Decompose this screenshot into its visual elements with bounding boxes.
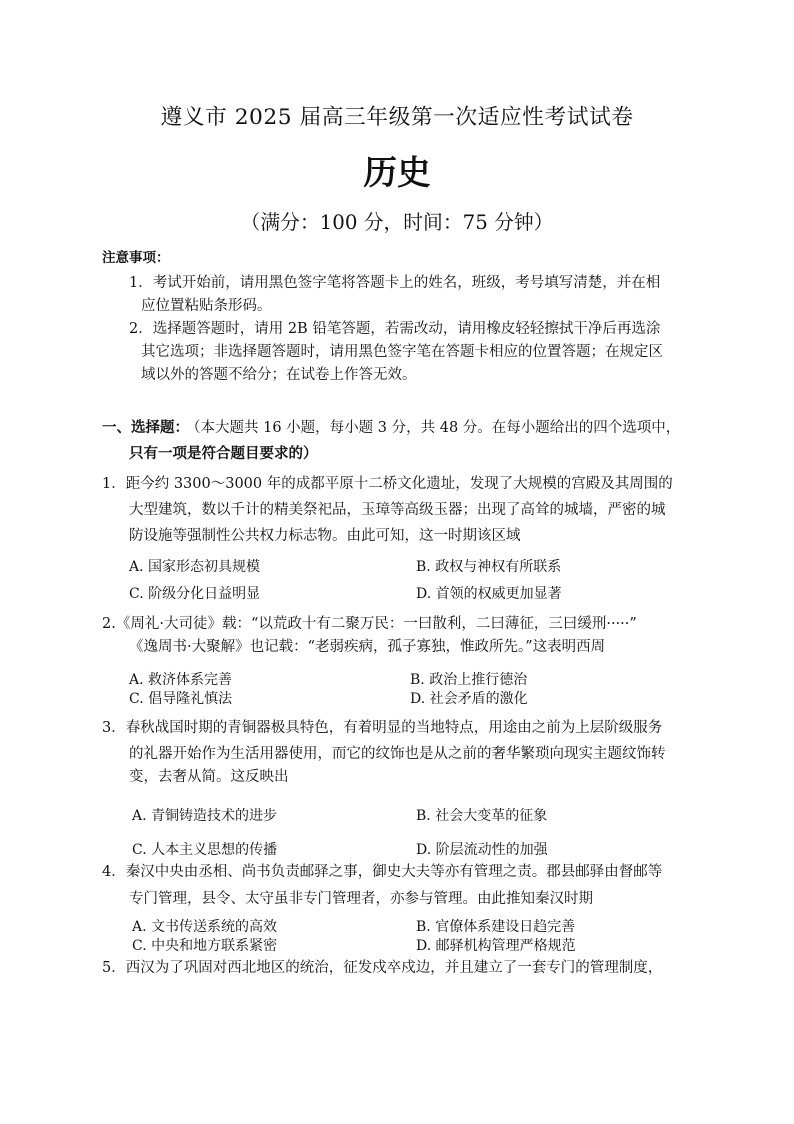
question-3-option-b: B. 社会大变革的征象 <box>416 808 548 824</box>
question-1-line: 1．距今约 3300～3000 年的成都平原十二桥文化遗址，发现了大规模的宫殿及其周围的 <box>102 476 673 492</box>
section-heading: 一、选择题： <box>102 419 189 436</box>
section-instruction-line2: 只有一项是符合题目要求的） <box>129 445 318 462</box>
question-3-line: 3．春秋战国时期的青铜器极具特色，有着明显的当地特点，用途由之前为上层阶级服务 <box>102 720 663 736</box>
question-4-option-d: D. 邮驿机构管理严格规范 <box>416 938 576 954</box>
question-3-line: 变，去奢从简。这反映出 <box>129 769 289 785</box>
question-2-option-d: D. 社会矛盾的激化 <box>410 691 528 707</box>
question-3-line: 的礼器开始作为生活用器使用，而它的纹饰也是从之前的奢华繁琐向现实主题纹饰转 <box>129 746 666 762</box>
question-2-option-a: A. 救济体系完善 <box>129 672 233 688</box>
exam-title: 遵义市 2025 届高三年级第一次适应性考试试卷 <box>160 105 634 130</box>
question-1-option-d: D. 首领的权威更加显著 <box>416 586 562 602</box>
notice-line: 1．考试开始前，请用黑色签字笔将答题卡上的姓名，班级，考号填写清楚，并在相 <box>129 275 661 291</box>
subject-title: 历史 <box>363 152 431 192</box>
question-2-option-c: C. 倡导隆礼慎法 <box>129 691 233 707</box>
question-2-line: 2.《周礼·大司徒》载：“以荒政十有二聚万民：一曰散利，二曰薄征，三曰缓刑·····” <box>102 616 637 632</box>
question-3-option-d: D. 阶层流动性的加强 <box>416 842 548 858</box>
question-4-line: 4．秦汉中央由丞相、尚书负责邮驿之事，御史大夫等亦有管理之责。郡县邮驿由督邮等 <box>102 864 663 880</box>
question-1-option-b: B. 政权与神权有所联系 <box>416 559 562 575</box>
question-2-line: 《逸周书·大聚解》也记载：“老弱疾病，孤子寡独，惟政所先。”这表明西周 <box>129 639 606 655</box>
question-4-option-c: C. 中央和地方联系紧密 <box>132 938 278 954</box>
question-2-option-b: B. 政治上推行德治 <box>410 672 528 688</box>
question-1-line: 大型建筑，数以千计的精美祭祀品，玉璋等高级玉器；出现了高耸的城墙，严密的城 <box>129 502 666 518</box>
question-3-option-a: A. 青铜铸造技术的进步 <box>132 808 278 824</box>
question-4-line: 专门管理，县令、太守虽非专门管理者，亦参与管理。由此推知秦汉时期 <box>129 891 593 907</box>
question-4-option-a: A. 文书传送系统的高效 <box>132 919 278 935</box>
notice-line: 其它选项；非选择题答题时，请用黑色签字笔在答题卡相应的位置答题；在规定区 <box>141 344 663 360</box>
section-instruction: （本大题共 16 小题，每小题 3 分，共 48 分。在每小题给出的四个选项中， <box>186 420 681 436</box>
question-5-line: 5．西汉为了巩固对西北地区的统治，征发戍卒戍边，并且建立了一套专门的管理制度， <box>102 960 663 976</box>
question-1-option-c: C. 阶级分化日益明显 <box>129 586 261 602</box>
notice-heading: 注意事项： <box>102 250 170 266</box>
score-info: （满分：100 分，时间：75 分钟） <box>240 211 554 234</box>
question-4-option-b: B. 官僚体系建设日趋完善 <box>416 919 576 935</box>
question-3-option-c: C. 人本主义思想的传播 <box>132 842 278 858</box>
question-1-option-a: A. 国家形态初具规模 <box>129 559 261 575</box>
notice-line: 应位置粘贴条形码。 <box>141 298 272 314</box>
question-1-line: 防设施等强制性公共权力标志物。由此可知，这一时期该区域 <box>129 528 521 544</box>
notice-line: 2．选择题答题时，请用 2B 铅笔答题，若需改动，请用橡皮轻轻擦拭干净后再选涂 <box>129 321 661 337</box>
notice-line: 域以外的答题不给分；在试卷上作答无效。 <box>141 367 417 383</box>
